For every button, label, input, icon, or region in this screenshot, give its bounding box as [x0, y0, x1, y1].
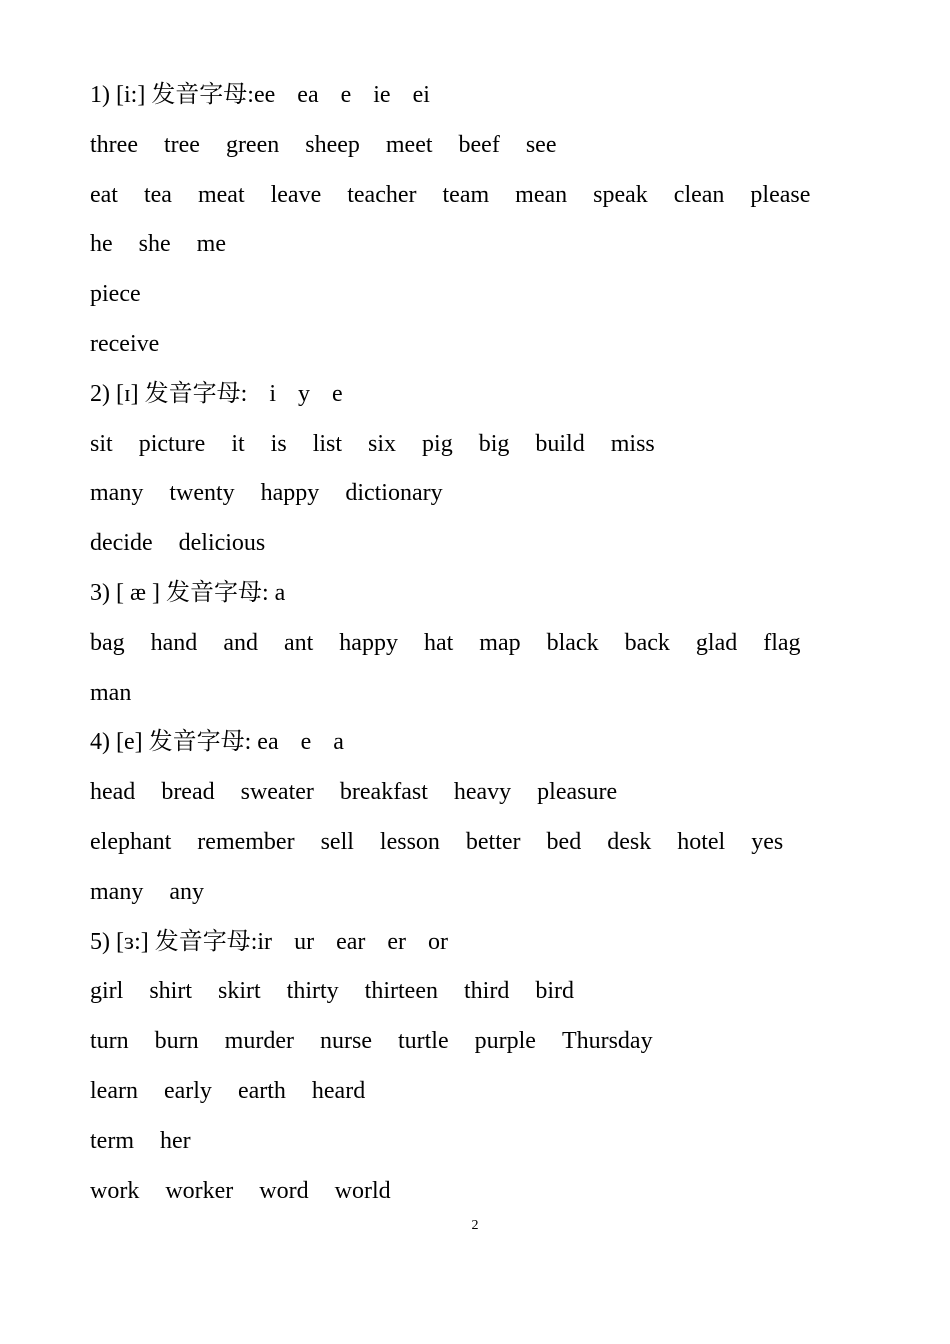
vocabulary-word: skirt [218, 978, 261, 1005]
section-heading [90, 77, 880, 127]
vocabulary-word: piece [90, 281, 141, 308]
vocabulary-word: she [138, 231, 171, 258]
vocabulary-word: clean [673, 181, 725, 208]
heading-part: i [269, 380, 276, 407]
heading-part: ei [412, 82, 430, 108]
section-heading [90, 376, 880, 426]
vocabulary-word: lesson [379, 828, 440, 855]
vocabulary-word: bag [90, 629, 125, 656]
vocabulary-word: burn [154, 1028, 199, 1055]
vocabulary-word: bird [535, 978, 574, 1005]
vocabulary-word: elephant [90, 828, 172, 855]
vocabulary-word: any [169, 878, 204, 905]
vocabulary-word: mean [515, 181, 568, 208]
vocabulary-word: tree [163, 131, 200, 158]
vocabulary-word: happy [339, 629, 398, 656]
word-line [90, 1023, 880, 1073]
heading-part: 1) [i:] 发音字母:ee [90, 82, 276, 108]
vocabulary-word: six [368, 430, 397, 457]
vocabulary-word: purple [474, 1028, 536, 1055]
vocabulary-word: shirt [149, 978, 192, 1005]
vocabulary-word: picture [138, 430, 206, 457]
vocabulary-word: teacher [347, 181, 417, 208]
vocabulary-word: map [479, 629, 521, 656]
heading-part: a [333, 729, 344, 756]
vocabulary-word: hat [423, 629, 454, 656]
heading-part: 2) [ɪ] 发音字母: [90, 380, 248, 407]
vocabulary-word: eat [90, 181, 118, 208]
vocabulary-word: turn [90, 1028, 129, 1055]
vocabulary-word: dictionary [345, 480, 443, 507]
vocabulary-word: tea [143, 181, 172, 208]
vocabulary-word: early [163, 1077, 212, 1104]
vocabulary-word: sell [320, 828, 354, 855]
page-number: 2 [471, 1218, 479, 1233]
heading-part: 3) [ æ ] 发音字母: a [90, 579, 286, 606]
vocabulary-word: sit [90, 430, 113, 457]
heading-part: e [300, 729, 312, 756]
word-line [90, 475, 880, 525]
vocabulary-word: her [159, 1127, 191, 1154]
word-line [90, 276, 880, 326]
word-line [90, 525, 880, 575]
vocabulary-word: man [90, 679, 132, 706]
vocabulary-word: yes [751, 828, 784, 855]
vocabulary-word: three [90, 131, 138, 158]
vocabulary-word: twenty [169, 480, 235, 507]
vocabulary-word: leave [270, 181, 322, 208]
vocabulary-word: turtle [397, 1028, 449, 1055]
vocabulary-word: remember [197, 828, 295, 855]
vocabulary-word: hand [150, 629, 198, 656]
vocabulary-word: it [231, 430, 245, 457]
vocabulary-word: sheep [305, 131, 360, 158]
vocabulary-word: beef [458, 131, 500, 158]
heading-part: er [387, 928, 407, 955]
vocabulary-word: miss [610, 430, 655, 457]
word-line [90, 1073, 880, 1123]
vocabulary-word: hotel [677, 828, 726, 855]
vocabulary-word: nurse [319, 1028, 372, 1055]
vocabulary-word: flag [763, 629, 801, 656]
vocabulary-word: desk [607, 828, 652, 855]
heading-part: ur [294, 928, 315, 955]
vocabulary-word: happy [260, 480, 320, 507]
word-line [90, 625, 880, 675]
vocabulary-word: bed [546, 828, 582, 855]
vocabulary-word: thirteen [364, 978, 438, 1005]
vocabulary-word: worker [165, 1177, 234, 1204]
vocabulary-word: breakfast [339, 779, 428, 806]
word-line [90, 177, 880, 227]
vocabulary-word: heard [311, 1077, 366, 1104]
word-line [90, 226, 880, 276]
vocabulary-word: is [270, 430, 287, 457]
heading-part: e [331, 380, 343, 407]
vocabulary-word: decide [90, 530, 153, 557]
vocabulary-word: term [90, 1127, 134, 1154]
vocabulary-word: black [546, 629, 599, 656]
vocabulary-word: earth [237, 1077, 286, 1104]
vocabulary-word: pig [422, 430, 453, 457]
vocabulary-word: me [196, 231, 226, 258]
heading-part: or [428, 928, 449, 955]
vocabulary-word: list [312, 430, 343, 457]
heading-part: e [340, 82, 352, 108]
vocabulary-word: back [624, 629, 670, 656]
vocabulary-word: sweater [240, 779, 314, 806]
vocabulary-word: and [223, 629, 258, 656]
heading-part: 5) [ɜ:] 发音字母:ir [90, 928, 273, 955]
vocabulary-word: see [525, 131, 557, 158]
section-heading [90, 575, 880, 625]
word-list [90, 77, 880, 1222]
heading-part: 4) [e] 发音字母: ea [90, 729, 279, 756]
vocabulary-word: many [90, 480, 144, 507]
word-line [90, 127, 880, 177]
vocabulary-word: heavy [453, 779, 512, 806]
word-line [90, 973, 880, 1023]
vocabulary-word: meat [197, 181, 245, 208]
word-line [90, 824, 880, 874]
word-line [90, 1123, 880, 1173]
section-heading [90, 924, 880, 974]
vocabulary-word: please [750, 181, 811, 208]
vocabulary-word: world [334, 1177, 391, 1204]
vocabulary-word: big [478, 430, 510, 457]
heading-part: ie [373, 82, 391, 108]
word-line [90, 326, 880, 376]
heading-part: ear [336, 928, 366, 955]
vocabulary-word: green [225, 131, 280, 158]
vocabulary-word: word [259, 1177, 309, 1204]
vocabulary-word: third [463, 978, 510, 1005]
vocabulary-word: glad [695, 629, 738, 656]
heading-part: ea [297, 82, 319, 108]
word-line [90, 426, 880, 476]
vocabulary-word: work [90, 1177, 140, 1204]
heading-part: y [297, 380, 310, 407]
vocabulary-word: receive [90, 330, 160, 357]
vocabulary-word: bread [161, 779, 215, 806]
vocabulary-word: many [90, 878, 144, 905]
word-line [90, 874, 880, 924]
vocabulary-word: girl [90, 978, 124, 1005]
vocabulary-word: murder [224, 1028, 294, 1055]
vocabulary-word: ant [283, 629, 314, 656]
vocabulary-word: thirty [286, 978, 339, 1005]
vocabulary-word: learn [90, 1077, 138, 1104]
vocabulary-word: Thursday [561, 1028, 653, 1055]
vocabulary-word: delicious [178, 530, 266, 557]
vocabulary-word: pleasure [537, 779, 618, 806]
vocabulary-word: build [535, 430, 585, 457]
word-line [90, 1173, 880, 1223]
word-line [90, 774, 880, 824]
section-heading [90, 724, 880, 774]
vocabulary-word: speak [593, 181, 648, 208]
word-line [90, 675, 880, 725]
vocabulary-word: team [442, 181, 490, 208]
vocabulary-word: better [465, 828, 521, 855]
vocabulary-word: meet [385, 131, 433, 158]
vocabulary-word: head [90, 779, 136, 806]
vocabulary-word: he [90, 231, 113, 258]
